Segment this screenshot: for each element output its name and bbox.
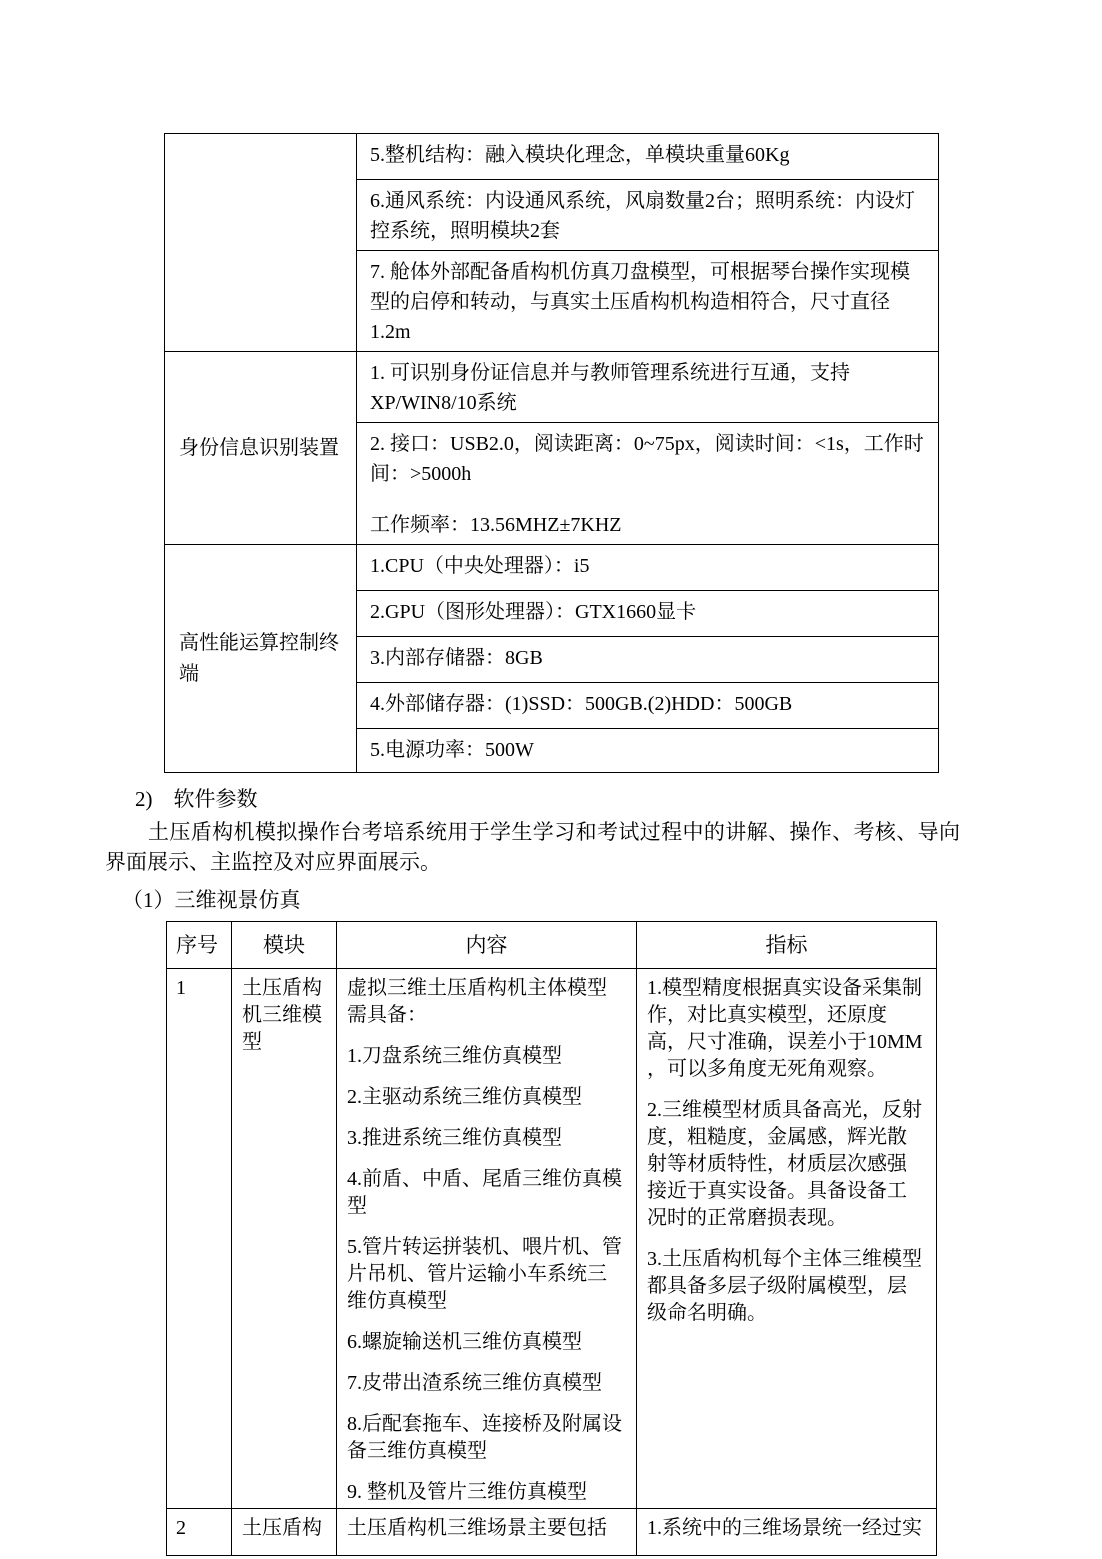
spec-text: 3.内部存储器：8GB [370, 647, 543, 669]
indicator-item: 1.模型精度根据真实设备采集制作，对比真实模型，还原度高，尺寸准确，误差小于10MM ，可以多角度无死角观察。 [647, 977, 923, 1080]
content-item: 8.后配套拖车、连接桥及附属设备三维仿真模型 [347, 1413, 622, 1462]
indicator-item: 2.三维模型材质具备高光，反射度，粗糙度，金属感，辉光散射等材质特性，材质层次感强接近于真实设备。具备设备工况时的正常磨损表现。 [647, 1099, 922, 1229]
spec-cell [357, 545, 939, 591]
table-row [167, 1509, 937, 1556]
column-header-seq: 序号 [167, 922, 232, 969]
module-cell: 土压盾构 [232, 1509, 337, 1556]
subsection-heading-3d-simulation: （1）三维视景仿真 [122, 888, 301, 912]
content-item: 2.主驱动系统三维仿真模型 [347, 1086, 582, 1108]
indicator-item: 1.系统中的三维场景统一经过实 [647, 1517, 922, 1539]
indicator-cell [637, 969, 937, 1509]
spec-text: 1. 可识别身份证信息并与教师管理系统进行互通，支持XP/WIN8/10系统 [370, 362, 850, 414]
spec-cell [357, 134, 939, 180]
content-item: 7.皮带出渣系统三维仿真模型 [347, 1372, 602, 1394]
indicator-cell [637, 1509, 937, 1556]
spec-text: 5.电源功率：500W [370, 739, 534, 761]
column-header-content: 内容 [337, 922, 637, 969]
content-cell [337, 1509, 637, 1556]
spec-text: 2. 接口：USB2.0，阅读距离：0~75px，阅读时间：<1s，工作时间：>5000h [370, 433, 924, 485]
spec-text: 4.外部储存器：(1)SSD：500GB.(2)HDD：500GB [370, 693, 793, 715]
spec-text: 1.CPU（中央处理器）：i5 [370, 555, 590, 577]
indicator-item: 3.土压盾构机每个主体三维模型都具备多层子级附属模型，层级命名明确。 [647, 1248, 922, 1324]
content-item: 1.刀盘系统三维仿真模型 [347, 1045, 562, 1067]
spec-text: 5.整机结构：融入模块化理念，单模块重量60Kg [370, 144, 790, 166]
spec-text: 2.GPU（图形处理器）：GTX1660显卡 [370, 601, 697, 623]
software-spec-table [166, 921, 937, 1556]
column-header-indicator: 指标 [637, 922, 937, 969]
row-group-label-identity-device: 身份信息识别装置 [165, 352, 357, 545]
table-header-row [167, 922, 937, 969]
content-item: 5.管片转运拼装机、喂片机、管片吊机、管片运输小车系统三维仿真模型 [347, 1236, 622, 1312]
spec-cell [357, 683, 939, 729]
content-cell [337, 969, 637, 1509]
hardware-spec-table [164, 133, 939, 773]
row-group-label-computing-terminal: 高性能运算控制终端 [165, 545, 357, 773]
seq-cell: 2 [167, 1509, 232, 1556]
spec-cell [357, 352, 939, 423]
content-item: 9. 整机及管片三维仿真模型 [347, 1481, 587, 1503]
content-item: 4.前盾、中盾、尾盾三维仿真模型 [347, 1168, 622, 1217]
seq-cell: 1 [167, 969, 232, 1509]
column-header-module: 模块 [232, 922, 337, 969]
body-paragraph: 土压盾构机模拟操作台考培系统用于学生学习和考试过程中的讲解、操作、考核、导向界面展示、主监控及对应界面展示。 [105, 820, 960, 874]
row-group-label-empty [165, 134, 357, 352]
section-heading-software-parameters: 2) 软件参数 [135, 787, 258, 811]
content-item: 3.推进系统三维仿真模型 [347, 1127, 562, 1149]
spec-cell [357, 591, 939, 637]
spec-text: 7. 舱体外部配备盾构机仿真刀盘模型，可根据琴台操作实现模型的启停和转动，与真实土压盾构机构造相符合，尺寸直径1.2m [370, 261, 910, 343]
content-item: 6.螺旋输送机三维仿真模型 [347, 1331, 582, 1353]
content-item: 虚拟三维土压盾构机主体模型需具备： [347, 977, 607, 1026]
table-row [167, 969, 937, 1509]
table-row [165, 134, 939, 180]
spec-text: 6.通风系统：内设通风系统，风扇数量2台；照明系统：内设灯控系统，照明模块2套 [370, 190, 915, 242]
spec-cell [357, 180, 939, 251]
spec-text: 工作频率：13.56MHZ±7KHZ [370, 514, 622, 536]
spec-cell [357, 729, 939, 773]
spec-cell [357, 637, 939, 683]
spec-cell [357, 423, 939, 545]
table-row [165, 545, 939, 591]
content-item: 土压盾构机三维场景主要包括 [347, 1517, 607, 1539]
spec-cell [357, 251, 939, 352]
table-row [165, 352, 939, 423]
module-cell: 土压盾构机三维模型 [232, 969, 337, 1509]
